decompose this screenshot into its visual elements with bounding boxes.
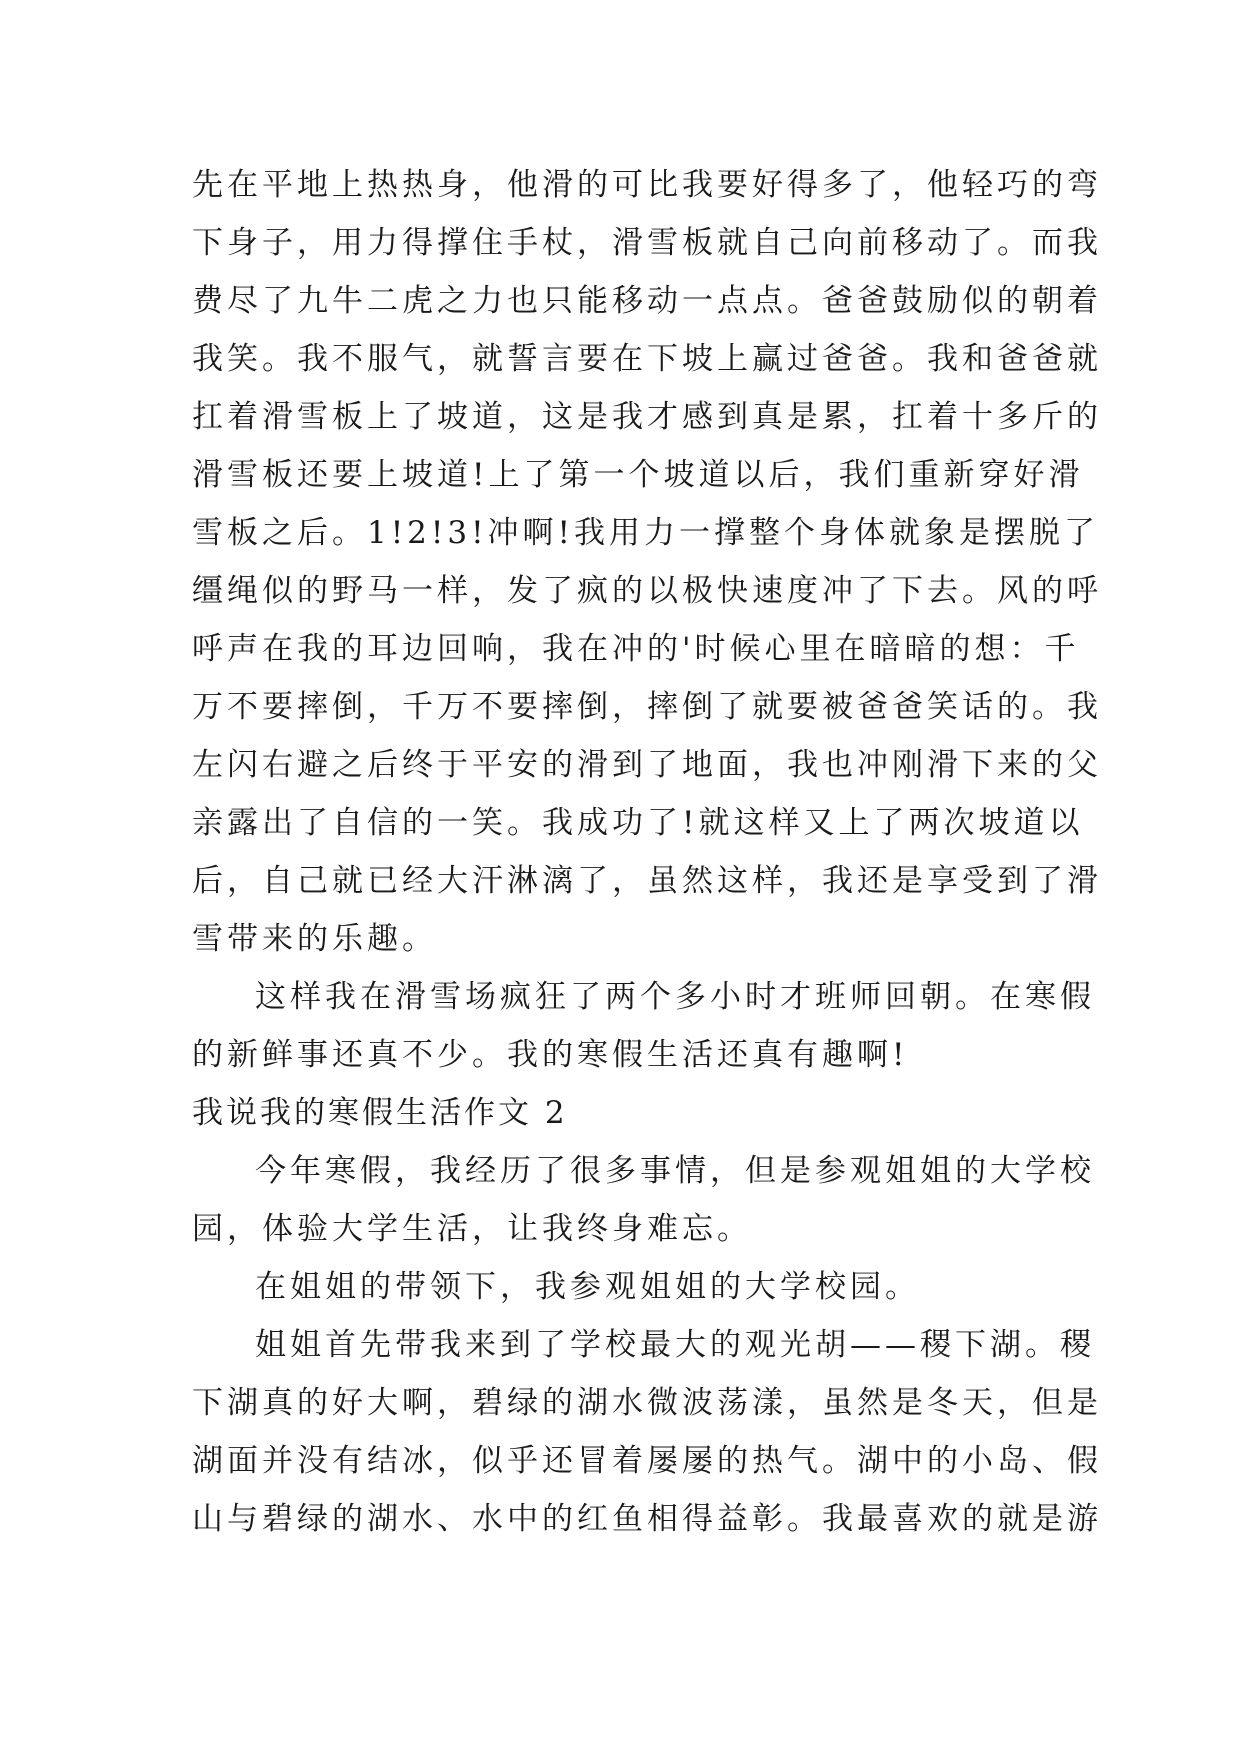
text-line: 山与碧绿的湖水、水中的红鱼相得益彰。我最喜欢的就是游 — [192, 1501, 1102, 1537]
text-line: 雪板之后。1!2!3!冲啊!我用力一撑整个身体就象是摆脱了 — [192, 515, 1099, 551]
text-line: 费尽了九牛二虎之力也只能移动一点点。爸爸鼓励似的朝着 — [192, 283, 1102, 319]
text-line: 园，体验大学生活，让我终身难忘。 — [192, 1211, 752, 1247]
text-line: 在姐姐的带领下，我参观姐姐的大学校园。 — [255, 1269, 920, 1305]
text-line: 这样我在滑雪场疯狂了两个多小时才班师回朝。在寒假 — [255, 979, 1095, 1015]
text-line: 先在平地上热热身，他滑的可比我要好得多了，他轻巧的弯 — [192, 167, 1102, 203]
text-line: 呼声在我的耳边回响，我在冲的'时候心里在暗暗的想：千 — [192, 631, 1080, 667]
text-line: 我笑。我不服气，就誓言要在下坡上赢过爸爸。我和爸爸就 — [192, 341, 1102, 377]
text-line: 左闪右避之后终于平安的滑到了地面，我也冲刚滑下来的父 — [192, 747, 1102, 783]
text-line: 亲露出了自信的一笑。我成功了!就这样又上了两次坡道以 — [192, 805, 1084, 841]
text-line: 姐姐首先带我来到了学校最大的观光胡——稷下湖。稷 — [255, 1327, 1095, 1363]
text-line: 扛着滑雪板上了坡道，这是我才感到真是累，扛着十多斤的 — [192, 399, 1102, 435]
text-line: 缰绳似的野马一样，发了疯的以极快速度冲了下去。风的呼 — [192, 573, 1102, 609]
text-line: 雪带来的乐趣。 — [192, 921, 437, 957]
text-line: 今年寒假，我经历了很多事情，但是参观姐姐的大学校 — [255, 1153, 1095, 1189]
text-line: 下湖真的好大啊，碧绿的湖水微波荡漾，虽然是冬天，但是 — [192, 1385, 1102, 1421]
text-line: 的新鲜事还真不少。我的寒假生活还真有趣啊! — [192, 1037, 909, 1073]
section-heading: 我说我的寒假生活作文 2 — [192, 1095, 568, 1131]
text-line: 下身子，用力得撑住手杖，滑雪板就自己向前移动了。而我 — [192, 225, 1102, 261]
text-line: 后，自己就已经大汗淋漓了，虽然这样，我还是享受到了滑 — [192, 863, 1102, 899]
text-line: 万不要摔倒，千万不要摔倒，摔倒了就要被爸爸笑话的。我 — [192, 689, 1102, 725]
text-line: 滑雪板还要上坡道!上了第一个坡道以后，我们重新穿好滑 — [192, 457, 1084, 493]
text-line: 湖面并没有结冰，似乎还冒着屡屡的热气。湖中的小岛、假 — [192, 1443, 1102, 1479]
